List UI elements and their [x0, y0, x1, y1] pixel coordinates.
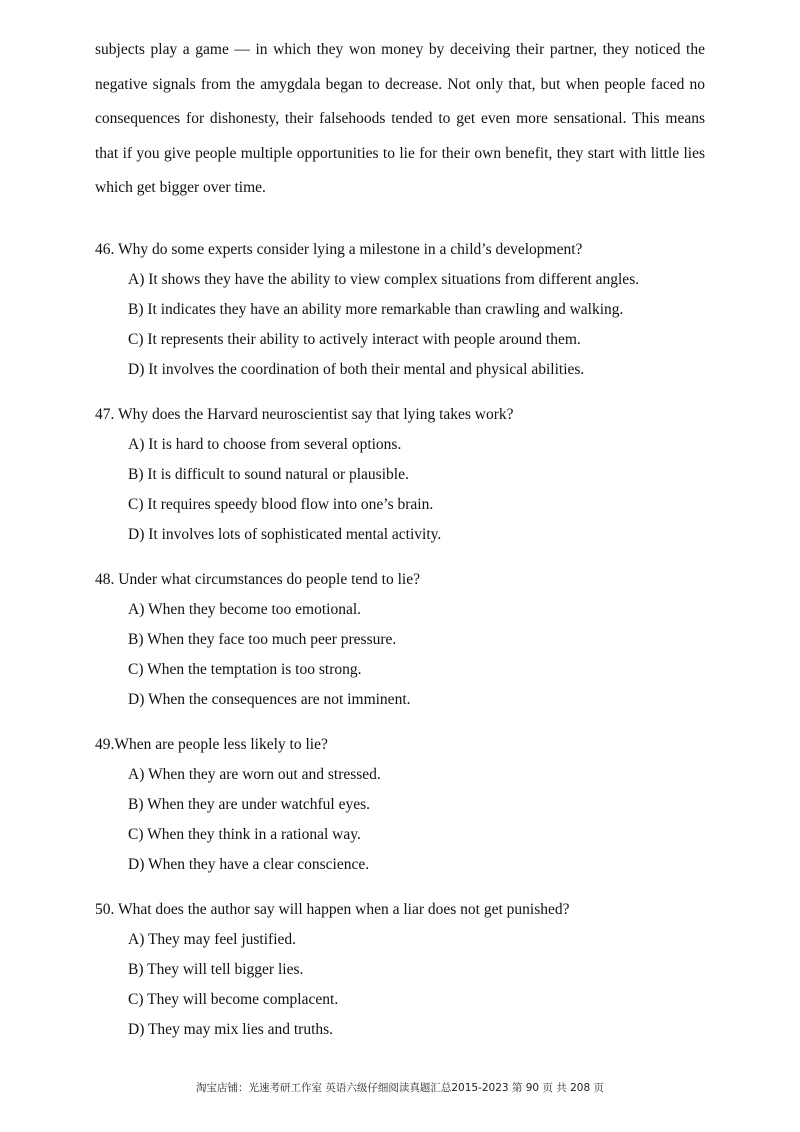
question-stem: 47. Why does the Harvard neuroscientist say that lying takes work?	[95, 406, 514, 423]
option-b: B) It indicates they have an ability more remarkable than crawling and walking.	[128, 301, 624, 318]
option-a: A) It shows they have the ability to view complex situations from different angles.	[128, 271, 640, 288]
option-d: D) It involves the coordination of both their mental and physical abilities.	[128, 361, 585, 378]
option-c: C) It represents their ability to actively interact with people around them.	[128, 331, 581, 348]
passage-paragraph: subjects play a game — in which they won money by deceiving their partner, they noticed the negative signals from the amygdala began to decrease. Not only that, but when people faced no consequences for dishonesty, their falsehoods tended to get even more sensational. This means that if you give people multiple opportunities to lie for their own benefit, they start with little lies which get bigger over time.	[95, 41, 705, 196]
question-48	[95, 565, 715, 715]
option-b: B) They will tell bigger lies.	[128, 961, 304, 978]
option-b: B) When they are under watchful eyes.	[128, 796, 371, 813]
question-47	[95, 400, 715, 550]
option-b: B) It is difficult to sound natural or plausible.	[128, 466, 409, 483]
option-c: C) When the temptation is too strong.	[128, 661, 362, 678]
option-a: A) When they become too emotional.	[128, 601, 362, 618]
question-50	[95, 895, 715, 1045]
question-49	[95, 730, 715, 880]
option-d: D) When the consequences are not imminent.	[128, 691, 411, 708]
option-a: A) It is hard to choose from several options.	[128, 436, 402, 453]
option-d: D) When they have a clear conscience.	[128, 856, 370, 873]
option-b: B) When they face too much peer pressure.	[128, 631, 397, 648]
passage	[95, 33, 705, 206]
option-c: C) They will become complacent.	[128, 991, 339, 1008]
question-stem: 48. Under what circumstances do people tend to lie?	[95, 571, 420, 588]
question-stem: 50. What does the author say will happen when a liar does not get punished?	[95, 901, 570, 918]
option-c: C) When they think in a rational way.	[128, 826, 361, 843]
question-stem: 49.When are people less likely to lie?	[95, 736, 328, 753]
option-c: C) It requires speedy blood flow into one’s brain.	[128, 496, 434, 513]
page-footer: 淘宝店铺：光速考研工作室 英语六级仔细阅读真题汇总2015-2023 第 90 页 共 208 页	[196, 1082, 604, 1094]
option-a: A) They may feel justified.	[128, 931, 297, 948]
question-stem: 46. Why do some experts consider lying a milestone in a child’s development?	[95, 241, 583, 258]
question-46	[95, 235, 715, 385]
option-d: D) It involves lots of sophisticated mental activity.	[128, 526, 442, 543]
option-a: A) When they are worn out and stressed.	[128, 766, 381, 783]
option-d: D) They may mix lies and truths.	[128, 1021, 334, 1038]
